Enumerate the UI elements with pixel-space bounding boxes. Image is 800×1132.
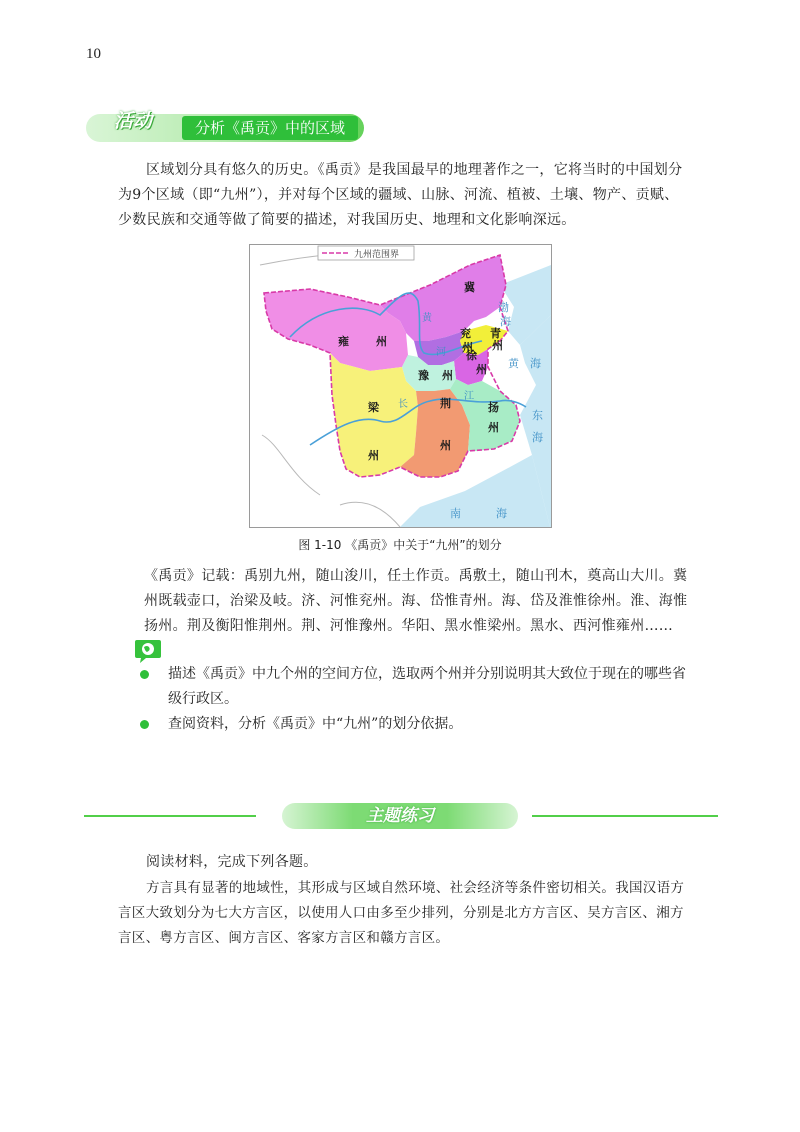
bullet-icon (140, 720, 149, 729)
label-donghai-1: 东 (532, 409, 543, 422)
label-bohai-2: 海 (500, 315, 511, 328)
question-list (140, 662, 696, 737)
globe-question-icon (134, 638, 162, 664)
label-yan-1: 兖 (460, 327, 471, 340)
nine-provinces-map (249, 244, 552, 528)
label-yu-2: 州 (442, 369, 453, 382)
practice-divider-left (84, 815, 256, 817)
label-liang-1: 梁 (368, 401, 379, 414)
label-yan-2: 州 (462, 341, 473, 354)
label-xu-2: 州 (476, 363, 487, 376)
label-huanghai-1: 黄 (508, 357, 519, 370)
practice-divider-right (532, 815, 718, 817)
label-yong-2: 州 (376, 335, 387, 348)
figure-caption: 图 1-10 《禹贡》中关于“九州”的划分 (298, 538, 502, 552)
label-river-he: 河 (436, 347, 446, 358)
label-river-huang: 黄 (422, 313, 432, 324)
label-nanhai-1: 南 (450, 507, 461, 520)
label-jing-1: 荆 (440, 397, 451, 410)
label-donghai-2: 海 (532, 431, 543, 444)
label-qing-1: 青 (490, 327, 501, 340)
label-bohai-1: 渤 (498, 301, 509, 314)
yugong-quote: 《禹贡》记载：禹别九州，随山浚川，任土作贡。禹敷土，随山刊木，奠高山大川。冀州既载壶口，治梁及岐。济、河惟兖州。海、岱惟青州。海、岱及淮惟徐州。淮、海惟扬州。荆及衡阳惟荆州。荆、河惟豫州。华阳、黑水惟梁州。黑水、西河惟雍州…… (144, 568, 688, 634)
activity-tag: 活动 (114, 110, 153, 132)
label-yang-1: 扬 (488, 401, 499, 414)
legend-label: 九州范围界 (354, 250, 400, 260)
practice-title: 主题练习 (366, 806, 434, 826)
page-number: 10 (86, 46, 101, 62)
question-item (140, 712, 696, 737)
label-jing-2: 州 (440, 439, 451, 452)
question-text: 查阅资料，分析《禹贡》中“九州”的划分依据。 (168, 716, 463, 732)
label-river-jiang: 江 (464, 391, 474, 402)
question-text: 描述《禹贡》中九个州的空间方位，选取两个州并分别说明其大致位于现在的哪些省级行政区。 (168, 666, 686, 707)
label-river-chang: 长 (398, 399, 408, 410)
label-qing-2: 州 (492, 339, 503, 352)
label-ji: 冀 (464, 281, 475, 294)
label-huanghai-2: 海 (530, 357, 541, 370)
label-yong-1: 雍 (338, 335, 349, 348)
practice-material: 方言具有显著的地域性，其形成与区域自然环境、社会经济等条件密切相关。我国汉语方言区大致划分为七大方言区，以使用人口由多至少排列，分别是北方方言区、吴方言区、湘方言区、粤方言区、闽方言区、客家方言区和赣方言区。 (118, 880, 685, 946)
practice-instruction: 阅读材料，完成下列各题。 (146, 854, 318, 870)
label-yang-2: 州 (488, 421, 499, 434)
label-yu-1: 豫 (418, 369, 429, 382)
label-nanhai-2: 海 (496, 507, 507, 520)
label-liang-2: 州 (368, 449, 379, 462)
activity-intro: 区域划分具有悠久的历史。《禹贡》是我国最早的地理著作之一，它将当时的中国划分为9个区域（即“九州”），并对每个区域的疆域、山脉、河流、植被、土壤、物产、贡赋、少数民族和交通等做了简要的描述，对我国历史、地理和文化影响深远。 (118, 162, 683, 228)
label-xu-1: 徐 (466, 349, 477, 362)
question-item (140, 662, 696, 712)
bullet-icon (140, 670, 149, 679)
activity-header (86, 106, 366, 144)
activity-title: 分析《禹贡》中的区域 (182, 116, 358, 140)
